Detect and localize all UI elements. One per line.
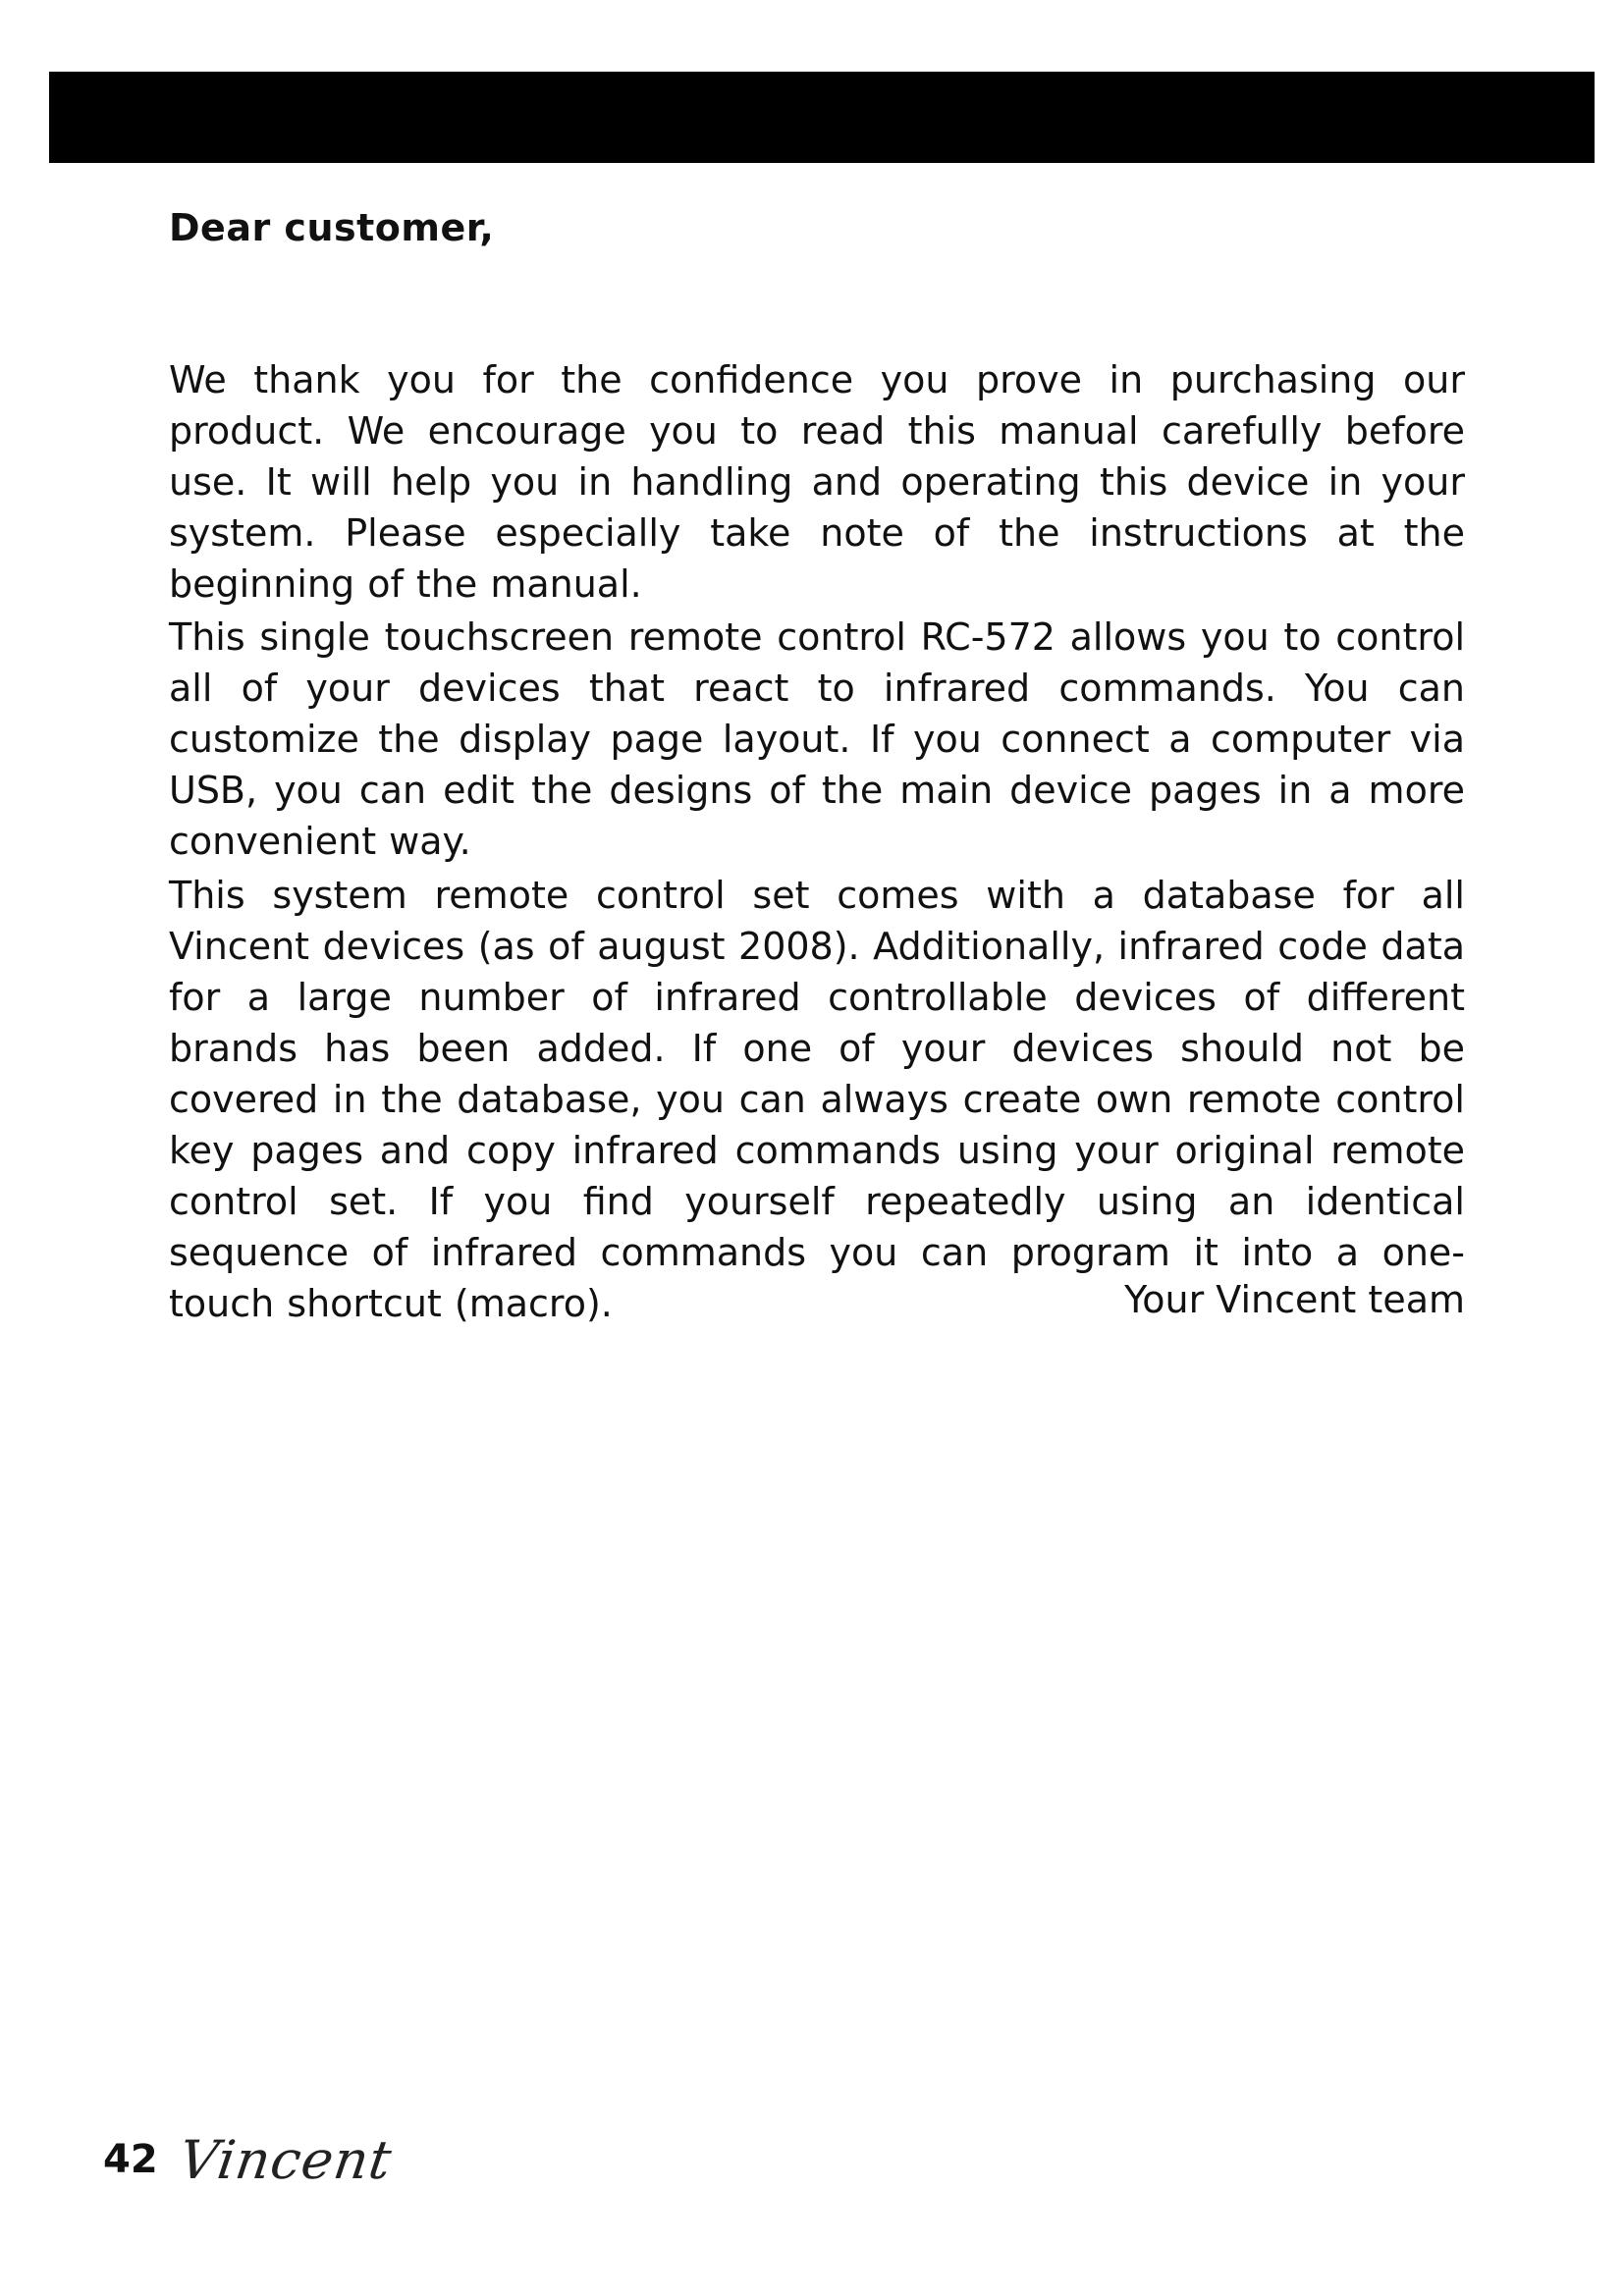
brand-logo: Vincent — [175, 2128, 396, 2191]
signature: Your Vincent team — [1124, 1278, 1465, 1321]
page-number: 42 — [103, 2137, 158, 2182]
paragraph-remote-description: This single touchscreen remote control RC-572 allows you to control all of your devices that react to infrared commands. You can customize the display page layout. If you connect a computer via USB, you can edit the designs of the main device pages in a more convenient way. — [169, 615, 1465, 863]
paragraph-intro: We thank you for the confidence you prove in purchasing our product. We encourage you to read this manual carefully before use. It will help you in handling and operating this device in your system. Please especially take note of the instructions at the beginning of the manual. — [169, 358, 1465, 606]
greeting-heading: Dear customer, — [169, 206, 495, 249]
header-bar — [49, 72, 1595, 163]
page-footer — [103, 2115, 396, 2204]
paragraph-database: This system remote control set comes with a database for all Vincent devices (as of august 2008). Additionally, infrared code data for a large number of infrared controllable devices of different brands has been added. If one of your devices should not be covered in the database, you can always create own remote control key pages and copy infrared commands using your original remote control set. If you find yourself repeatedly using an identical sequence of infrared commands you can program it into a one-touch shortcut (macro). — [169, 874, 1465, 1325]
